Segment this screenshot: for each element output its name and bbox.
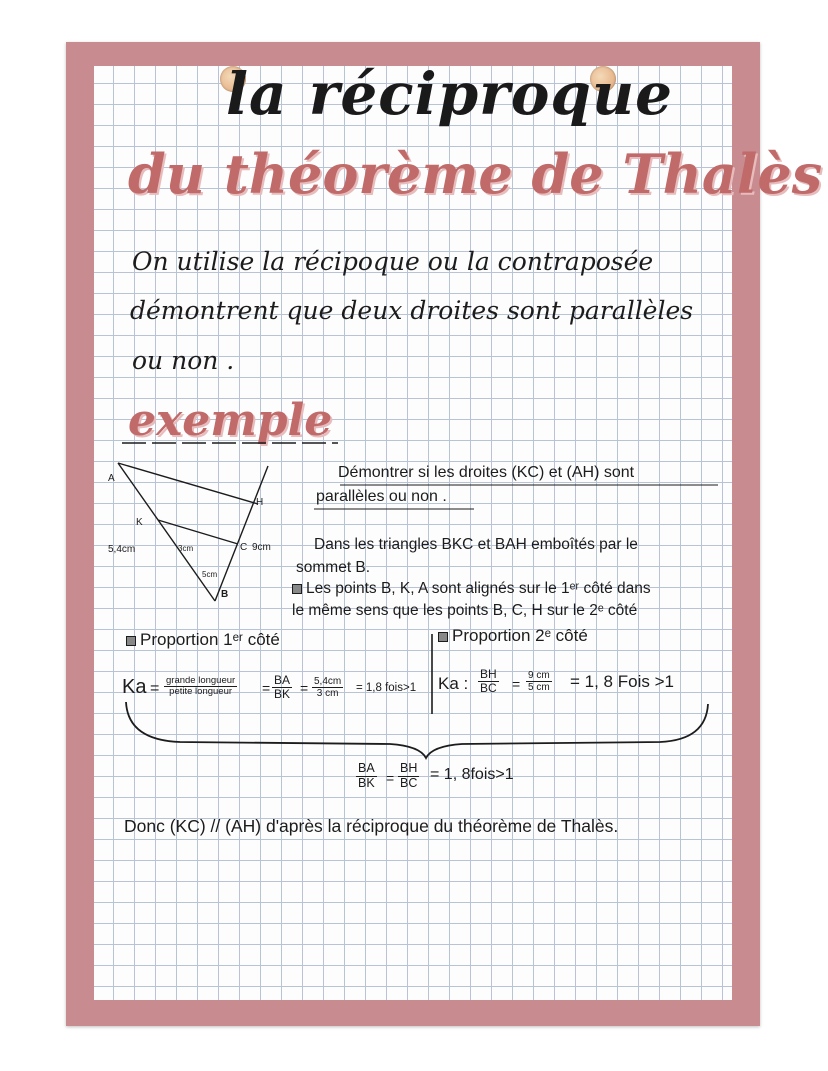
label-k: K	[136, 517, 143, 528]
fraction-ba-bk-eq: $\frac{BA}{BK}$	[358, 761, 375, 790]
curly-brace	[120, 696, 720, 762]
title-line-1: la réciproque	[226, 60, 674, 128]
line-h-b	[215, 466, 268, 601]
label-c: C	[240, 542, 248, 553]
equality-result: = 1, 8fois>1	[430, 766, 514, 783]
fraction-values-left: $\frac{5,4cm}{3 cm}$	[314, 676, 342, 699]
bullet-icon	[438, 632, 448, 642]
context-line-2: sommet B.	[296, 559, 371, 576]
equals-left: =	[150, 680, 160, 697]
task-line-2: parallèles ou non .	[316, 488, 447, 505]
measure-bc-small: 5cm	[202, 570, 218, 579]
proportion-left-heading: Proportion 1ᵉʳ côté	[126, 630, 280, 650]
context-line-1: Dans les triangles BKC et BAH emboîtés par le	[314, 536, 638, 553]
title-line-2: du théorème de Thalès	[128, 142, 823, 206]
result-left: = 1,8 fois>1	[356, 682, 417, 694]
label-b: B	[221, 589, 229, 600]
task-underline	[312, 482, 722, 512]
ka-left: Ka	[122, 676, 147, 698]
proportion-right-heading: Proportion 2ᵉ côté	[438, 626, 588, 646]
label-a: A	[108, 473, 115, 484]
measure-bc: 9cm	[252, 542, 271, 553]
intro-line-2: démontrent que deux droites sont parallèles	[130, 296, 694, 325]
conclusion: Donc (KC) // (AH) d'après la réciproque du théorème de Thalès.	[124, 816, 619, 836]
fraction-longueurs: grande longueur petite longueur	[166, 675, 236, 698]
fraction-bh-bc: $\frac{BH}{BC}$	[480, 667, 497, 696]
context-line-4: le même sens que les points B, C, H sur le 2ᵉ côté	[292, 602, 638, 619]
context-line-3: Les points B, K, A sont alignés sur le 1ᵉʳ côté dans	[292, 580, 651, 598]
segment-kc	[158, 520, 238, 544]
ka-right: Ka :	[438, 674, 469, 693]
exemple-heading: exemple	[128, 395, 333, 446]
task-line-1: Démontrer si les droites (KC) et (AH) sont	[338, 464, 635, 481]
fraction-values-right: $\frac{9 cm}{5 cm}$	[528, 670, 550, 693]
intro-line-1: On utilise la récipoque ou la contraposée	[132, 247, 654, 276]
segment-ah	[118, 463, 258, 504]
label-h: H	[256, 497, 264, 508]
result-right: = 1, 8 Fois >1	[570, 672, 674, 691]
bullet-icon	[292, 584, 302, 594]
fraction-ba-bk: $\frac{BA}{BK}$	[274, 673, 291, 702]
measure-bk: 5,4cm	[108, 544, 136, 555]
thales-figure	[100, 456, 300, 606]
line-a-b	[118, 463, 218, 601]
exemple-underline	[120, 438, 342, 448]
intro-line-3: ou non .	[132, 346, 235, 375]
fraction-bh-bc-eq: $\frac{BH}{BC}$	[400, 761, 418, 790]
bullet-icon	[126, 636, 136, 646]
measure-kc: 3cm	[178, 544, 194, 553]
